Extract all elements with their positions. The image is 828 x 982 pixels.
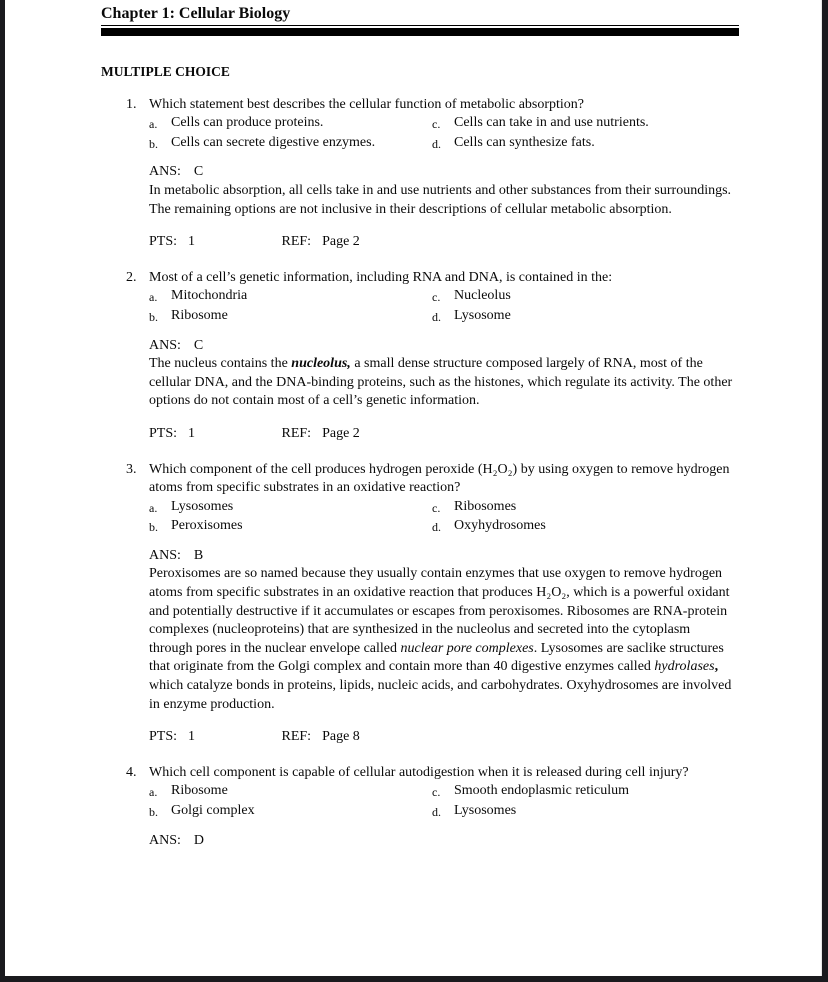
- option-row: [149, 307, 736, 327]
- ans-value: C: [193, 164, 204, 180]
- ref-label: REF:: [281, 729, 312, 745]
- option: [149, 114, 432, 134]
- pts-ref-row: [149, 728, 736, 747]
- question-number: 2.: [126, 269, 137, 285]
- option-row: [149, 802, 736, 822]
- options-grid: [149, 782, 736, 821]
- document-page: [5, 0, 822, 976]
- ans-label: ANS:: [149, 832, 181, 848]
- option-text: Golgi complex: [171, 803, 255, 818]
- answer-block: [149, 832, 736, 851]
- option-row: [149, 287, 736, 307]
- question-number: 4.: [126, 764, 137, 780]
- chapter-title: Chapter 1: Cellular Biology: [101, 5, 291, 22]
- option-letter: b.: [149, 520, 158, 535]
- question-stem: Which cell component is capable of cellular autodigestion when it is released during cell injury?: [149, 764, 689, 780]
- ref-label: REF:: [281, 425, 312, 441]
- option-letter: a.: [149, 117, 158, 132]
- option-text: Oxyhydrosomes: [454, 518, 546, 534]
- option-letter: c.: [432, 500, 441, 515]
- option-letter: d.: [432, 309, 441, 324]
- question-block: [101, 269, 736, 444]
- option: [149, 517, 432, 537]
- option: [432, 287, 715, 307]
- pts-label: PTS:: [149, 729, 178, 745]
- option-text: Nucleolus: [454, 288, 511, 304]
- pts-label: PTS:: [149, 425, 178, 441]
- option-row: [149, 134, 736, 154]
- ans-value: C: [193, 337, 204, 353]
- answer-line: [149, 163, 736, 182]
- question-stem: Which component of the cell produces hydrogen peroxide (H₂O₂) by using oxygen to remove hydrogen atoms from specific substrates in an oxidative reaction?: [149, 461, 730, 496]
- option: [432, 307, 715, 327]
- option-text: Lysosomes: [171, 498, 234, 514]
- ans-value: B: [193, 547, 204, 563]
- answer-line: [149, 337, 736, 356]
- option-letter: a.: [149, 290, 158, 305]
- ans-label: ANS:: [149, 164, 181, 180]
- option-text: Mitochondria: [171, 288, 248, 304]
- feedback-text: The nucleus contains the nucleolus, a small dense structure composed largely of RNA, most of the cellular DNA, and the DNA-binding proteins, such as the histones, which regulate its activity. The other options do not contain most of a cell’s genetic information.: [149, 356, 733, 409]
- option-text: Ribosome: [171, 307, 228, 323]
- question-number: 3.: [126, 461, 137, 477]
- option-text: Cells can produce proteins.: [171, 115, 324, 131]
- ref-group: [282, 426, 360, 441]
- option-row: [149, 517, 736, 537]
- option-row: [149, 498, 736, 518]
- chapter-title-block: [101, 5, 739, 26]
- pts-label: PTS:: [149, 234, 178, 250]
- ans-label: ANS:: [149, 337, 181, 353]
- option: [149, 498, 432, 518]
- option: [432, 114, 715, 134]
- options-grid: [149, 498, 736, 537]
- option: [432, 517, 715, 537]
- option-letter: d.: [432, 520, 441, 535]
- options-grid: [149, 114, 736, 153]
- ref-group: [282, 234, 360, 249]
- pts-group: [149, 425, 278, 444]
- option-row: [149, 782, 736, 802]
- question-block: [101, 96, 736, 252]
- option-letter: b.: [149, 309, 158, 324]
- option-text: Peroxisomes: [171, 518, 243, 534]
- question-number: 1.: [126, 96, 137, 112]
- options-grid: [149, 287, 736, 326]
- ref-value: Page 8: [322, 729, 360, 745]
- pts-group: [149, 233, 278, 252]
- option-text: Ribosome: [171, 783, 228, 799]
- feedback-text: Peroxisomes are so named because they usually contain enzymes that use oxygen to remove hydrogen atoms from specific substrates in an oxidative reaction that produces H₂O₂, which is a powerful oxidant and potentially destructive if it accumulates or escapes from peroxisomes. Ribosomes are RNA-protein complexes (nucleoproteins) that are synthesized in the nucleolus and secreted into the cytoplasm through pores in the nuclear envelope called nuclear pore complexes. Lysosomes are saclike structures that originate from the Golgi complex and contain more than 40 digestive enzymes called hydrolases, which catalyze bonds in proteins, lipids, nucleic acids, and carbohydrates. Oxyhydrosomes are involved in enzyme production.: [149, 566, 732, 712]
- answer-block: [149, 163, 736, 219]
- ans-label: ANS:: [149, 547, 181, 563]
- option: [432, 498, 715, 518]
- question-stem: Most of a cell’s genetic information, including RNA and DNA, is contained in the:: [149, 269, 613, 285]
- option-letter: c.: [432, 785, 441, 800]
- option-text: Cells can secrete digestive enzymes.: [171, 134, 376, 150]
- question-block: [101, 764, 736, 850]
- option: [149, 802, 432, 822]
- pts-ref-row: [149, 233, 736, 252]
- answer-line: [149, 547, 736, 566]
- option-text: Lysosome: [454, 307, 511, 323]
- option: [149, 307, 432, 327]
- page-content: [5, 0, 821, 850]
- pts-ref-row: [149, 425, 736, 444]
- option-letter: a.: [149, 785, 158, 800]
- option: [432, 802, 715, 822]
- pts-value: 1: [188, 729, 196, 745]
- option: [432, 134, 715, 154]
- answer-block: [149, 547, 736, 714]
- ref-value: Page 2: [322, 425, 360, 441]
- option: [149, 134, 432, 154]
- option: [149, 782, 432, 802]
- ref-value: Page 2: [322, 234, 360, 250]
- option-letter: d.: [432, 136, 441, 151]
- option-letter: b.: [149, 805, 158, 819]
- answer-block: [149, 337, 736, 411]
- pts-value: 1: [188, 425, 196, 441]
- ref-label: REF:: [281, 234, 312, 250]
- ref-group: [282, 729, 360, 744]
- questions-list: [101, 96, 821, 851]
- feedback-text: In metabolic absorption, all cells take in and use nutrients and other substances from their surroundings. The remaining options are not inclusive in their descriptions of cellular metabolic absorption.: [149, 182, 732, 217]
- option-text: Smooth endoplasmic reticulum: [454, 783, 629, 799]
- option-text: Cells can take in and use nutrients.: [454, 115, 649, 131]
- pts-group: [149, 728, 278, 747]
- pts-value: 1: [188, 234, 196, 250]
- option-letter: c.: [432, 117, 441, 132]
- section-heading: MULTIPLE CHOICE: [101, 64, 230, 79]
- option-text: Lysosomes: [454, 803, 517, 818]
- option-text: Ribosomes: [454, 498, 517, 514]
- option: [432, 782, 715, 802]
- answer-line: [149, 832, 736, 851]
- option-letter: c.: [432, 290, 441, 305]
- option: [149, 287, 432, 307]
- option-letter: b.: [149, 136, 158, 151]
- title-rule: [101, 28, 739, 36]
- question-stem: Which statement best describes the cellular function of metabolic absorption?: [149, 96, 585, 112]
- option-row: [149, 114, 736, 134]
- option-letter: d.: [432, 805, 441, 819]
- question-block: [101, 461, 736, 747]
- ans-value: D: [193, 832, 205, 848]
- option-text: Cells can synthesize fats.: [454, 134, 595, 150]
- option-letter: a.: [149, 500, 158, 515]
